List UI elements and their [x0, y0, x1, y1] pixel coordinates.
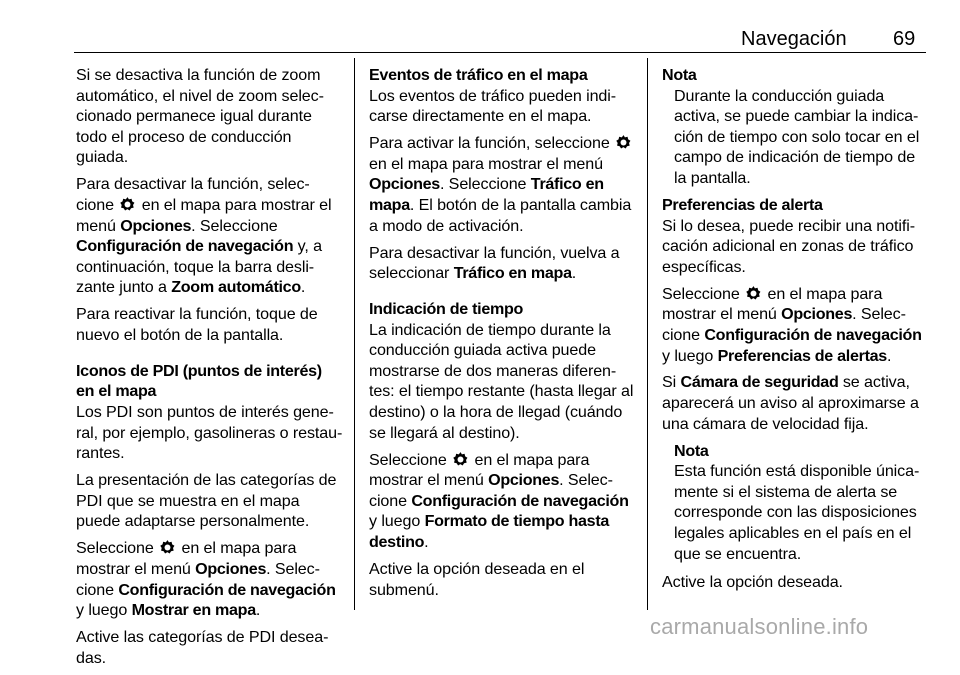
menu-term: Opciones	[195, 560, 267, 579]
page-header	[0, 0, 960, 56]
text: y luego	[369, 512, 421, 531]
menu-term: Configuración de navegación	[411, 491, 629, 510]
menu-term: Opciones	[369, 175, 440, 194]
column-divider-right	[647, 58, 648, 610]
text: Para desactivar la función, selec‑ cione	[76, 175, 310, 214]
gear-icon	[159, 539, 176, 556]
header-divider	[74, 52, 926, 53]
menu-term: Preferencias de alertas	[717, 346, 887, 365]
menu-term: Cámara de seguridad	[680, 373, 839, 392]
section-heading: Iconos de PDI (puntos de interés) en el mapa	[76, 361, 322, 401]
text: . Seleccione	[439, 175, 527, 194]
note-title: Nota	[674, 441, 709, 460]
text: en el mapa para mostrar el menú	[662, 284, 883, 324]
section-heading: Eventos de tráfico en el mapa	[369, 66, 588, 84]
page-title: Navegación	[741, 28, 847, 50]
text: en el mapa para mostrar el menú	[76, 195, 332, 235]
text: Seleccione	[369, 450, 447, 469]
paragraph: La indicación de tiempo durante la conducción guiada activa puede mostrarse de dos maneras diferen‑ tes: el tiempo restante (hasta llegar al destino) o la hora de llegad (cuándo se llegará al destino).	[369, 320, 634, 442]
paragraph: La presentación de las categorías de PDI que se muestra en el mapa puede adaptarse personalmente.	[76, 471, 337, 531]
text: .	[255, 601, 261, 620]
text: y luego	[76, 601, 128, 620]
text: .	[571, 264, 577, 283]
menu-term: Zoom automático	[171, 278, 301, 297]
menu-term: Configuración de navegación	[76, 237, 294, 256]
menu-term: Opciones	[120, 216, 192, 235]
text: en el mapa para mostrar el menú	[369, 450, 590, 490]
text: . Seleccione	[191, 216, 278, 235]
paragraph	[76, 174, 344, 298]
column-divider-left	[354, 58, 355, 610]
text: . Selec‑ cione	[369, 471, 613, 510]
paragraph	[369, 450, 635, 553]
paragraph	[76, 538, 344, 620]
column-1	[76, 65, 344, 675]
text: en el mapa para mostrar el menú	[369, 154, 603, 173]
column-3	[662, 65, 926, 599]
text: y luego	[662, 346, 714, 365]
column-2	[369, 65, 635, 607]
gear-icon	[615, 134, 632, 151]
page-number: 69	[893, 28, 916, 50]
text: Seleccione	[662, 284, 740, 303]
text: . Selec‑ cione	[662, 305, 906, 344]
menu-term: Tráfico en mapa	[369, 175, 604, 214]
note-title: Nota	[662, 66, 697, 84]
section-heading: Indicación de tiempo	[369, 300, 524, 319]
menu-term: Opciones	[488, 471, 560, 490]
text: Seleccione	[76, 539, 154, 558]
text: Si	[662, 373, 677, 392]
menu-term: Configuración de navegación	[704, 325, 922, 344]
text: Para activar la función, seleccione	[369, 134, 610, 153]
paragraph: Active la opción deseada.	[662, 573, 843, 592]
section-heading: Preferencias de alerta	[662, 195, 823, 214]
note-text: Esta función está disponible única‑ mente si el sistema de alerta se corresponde con las disposiciones legales aplicables en el país en el que se encuentra.	[674, 462, 920, 563]
note-box	[662, 65, 926, 189]
text: . El botón de la pantalla cambia a modo de activación.	[369, 195, 632, 235]
paragraph: Si lo desea, puede recibir una notifi‑ cación adicional en zonas de tráfico específicas.	[662, 216, 915, 276]
menu-term: Opciones	[781, 305, 853, 324]
menu-term: Formato de tiempo hasta destino	[369, 512, 610, 552]
paragraph: Los eventos de tráfico pueden indi‑ carse directamente en el mapa.	[369, 86, 617, 126]
gear-icon	[119, 196, 136, 213]
paragraph: Active las categorías de PDI desea‑ das.	[76, 628, 329, 667]
menu-term: Mostrar en mapa	[131, 601, 256, 620]
note-text: Durante la conducción guiada activa, se puede cambiar la indica‑ ción de tiempo con solo tocar en el campo de indicación de tiempo de la pantalla.	[674, 86, 920, 187]
gear-icon	[745, 285, 762, 302]
gear-icon	[452, 451, 469, 468]
note-box	[662, 441, 926, 565]
paragraph	[369, 243, 635, 284]
paragraph: Si se desactiva la función de zoom automático, el nivel de zoom selec‑ cionado permanece igual durante todo el proceso de conducción guiada.	[76, 66, 324, 167]
text: Para desactivar la función, vuelva a seleccionar	[369, 243, 620, 283]
text: y, a continuación, toque la barra desli‑ zante junto a	[76, 237, 322, 297]
paragraph	[369, 133, 635, 236]
paragraph: Active la opción deseada en el submenú.	[369, 560, 585, 599]
paragraph: Para reactivar la función, toque de nuevo el botón de la pantalla.	[76, 305, 318, 344]
paragraph: Los PDI son puntos de interés gene‑ ral, por ejemplo, gasolineras o restau‑ rantes.	[76, 403, 343, 463]
paragraph	[662, 284, 926, 366]
text: en el mapa para mostrar el menú	[76, 539, 297, 579]
menu-term: Tráfico en mapa	[453, 264, 572, 283]
text: .	[424, 533, 429, 552]
text: se activa, aparecerá un aviso al aproximarse a una cámara de velocidad fija.	[662, 373, 919, 433]
text: .	[300, 278, 306, 297]
paragraph	[662, 372, 926, 434]
text: .	[886, 346, 892, 365]
menu-term: Configuración de navegación	[118, 580, 336, 599]
watermark: carmanualsonline.info	[650, 614, 869, 639]
text: . Selec‑ cione	[76, 560, 320, 599]
